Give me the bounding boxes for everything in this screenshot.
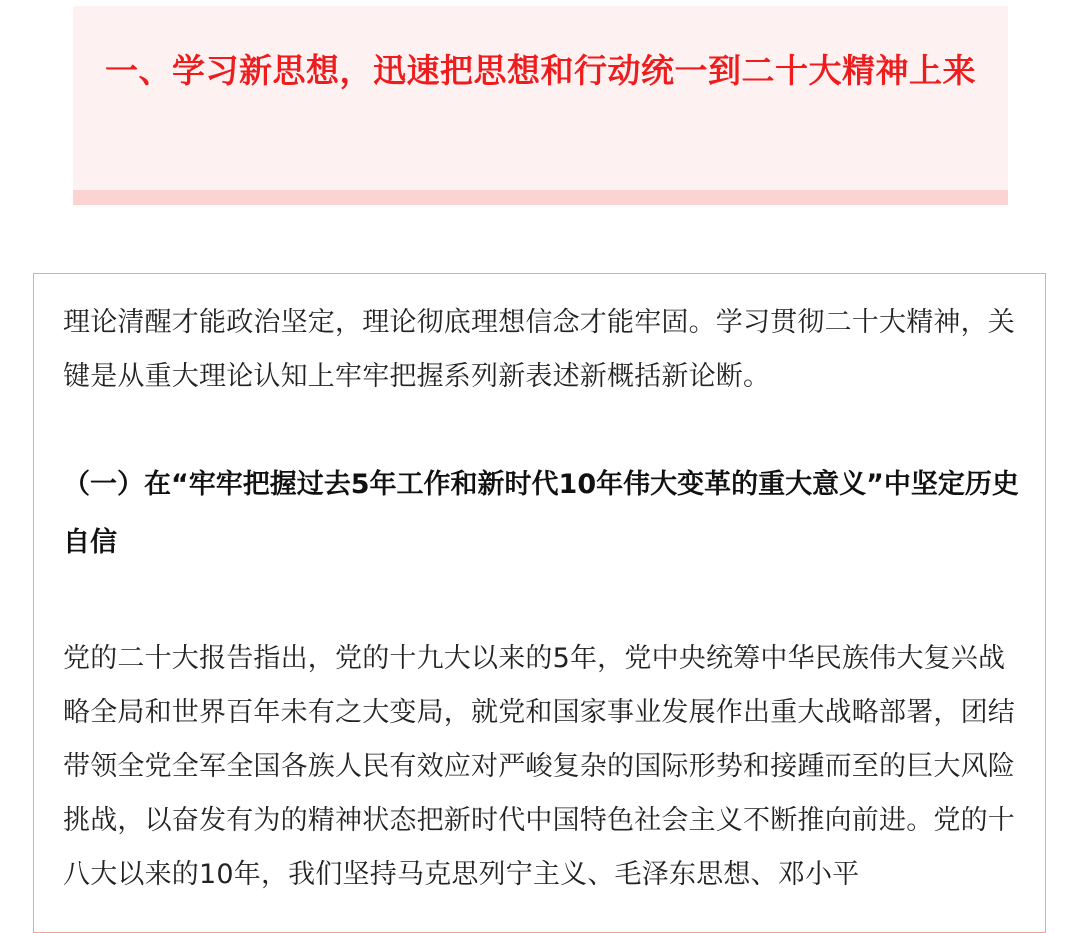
paragraph-spacer [63, 404, 1025, 456]
subheading: （一）在“牢牢把握过去5年工作和新时代10年伟大变革的重大意义”中坚定历史自信 [63, 469, 1019, 558]
section-title-underline [73, 190, 1008, 205]
body-paragraph: 党的二十大报告指出，党的十九大以来的5年，党中央统筹中华民族伟大复兴战略全局和世界百年未有之大变局，就党和国家事业发展作出重大战略部署，团结带领全党全军全国各族人民有效应对严峻复杂的国际形势和接踵而至的巨大风险挑战，以奋发有为的精神状态把新时代中国特色社会主义不断推向前进。党的十八大以来的10年，我们坚持马克思列宁主义、毛泽东思想、邓小平 [63, 643, 1015, 890]
intro-paragraph: 理论清醒才能政治坚定，理论彻底理想信念才能牢固。学习贯彻二十大精神，关键是从重大理论认知上牢牢把握系列新表述新概括新论断。 [63, 307, 1015, 392]
content-body [63, 296, 1025, 902]
content-card [33, 273, 1046, 933]
paragraph-spacer [63, 572, 1025, 632]
section-title: 一、学习新思想，迅速把思想和行动统一到二十大精神上来 [105, 51, 976, 90]
